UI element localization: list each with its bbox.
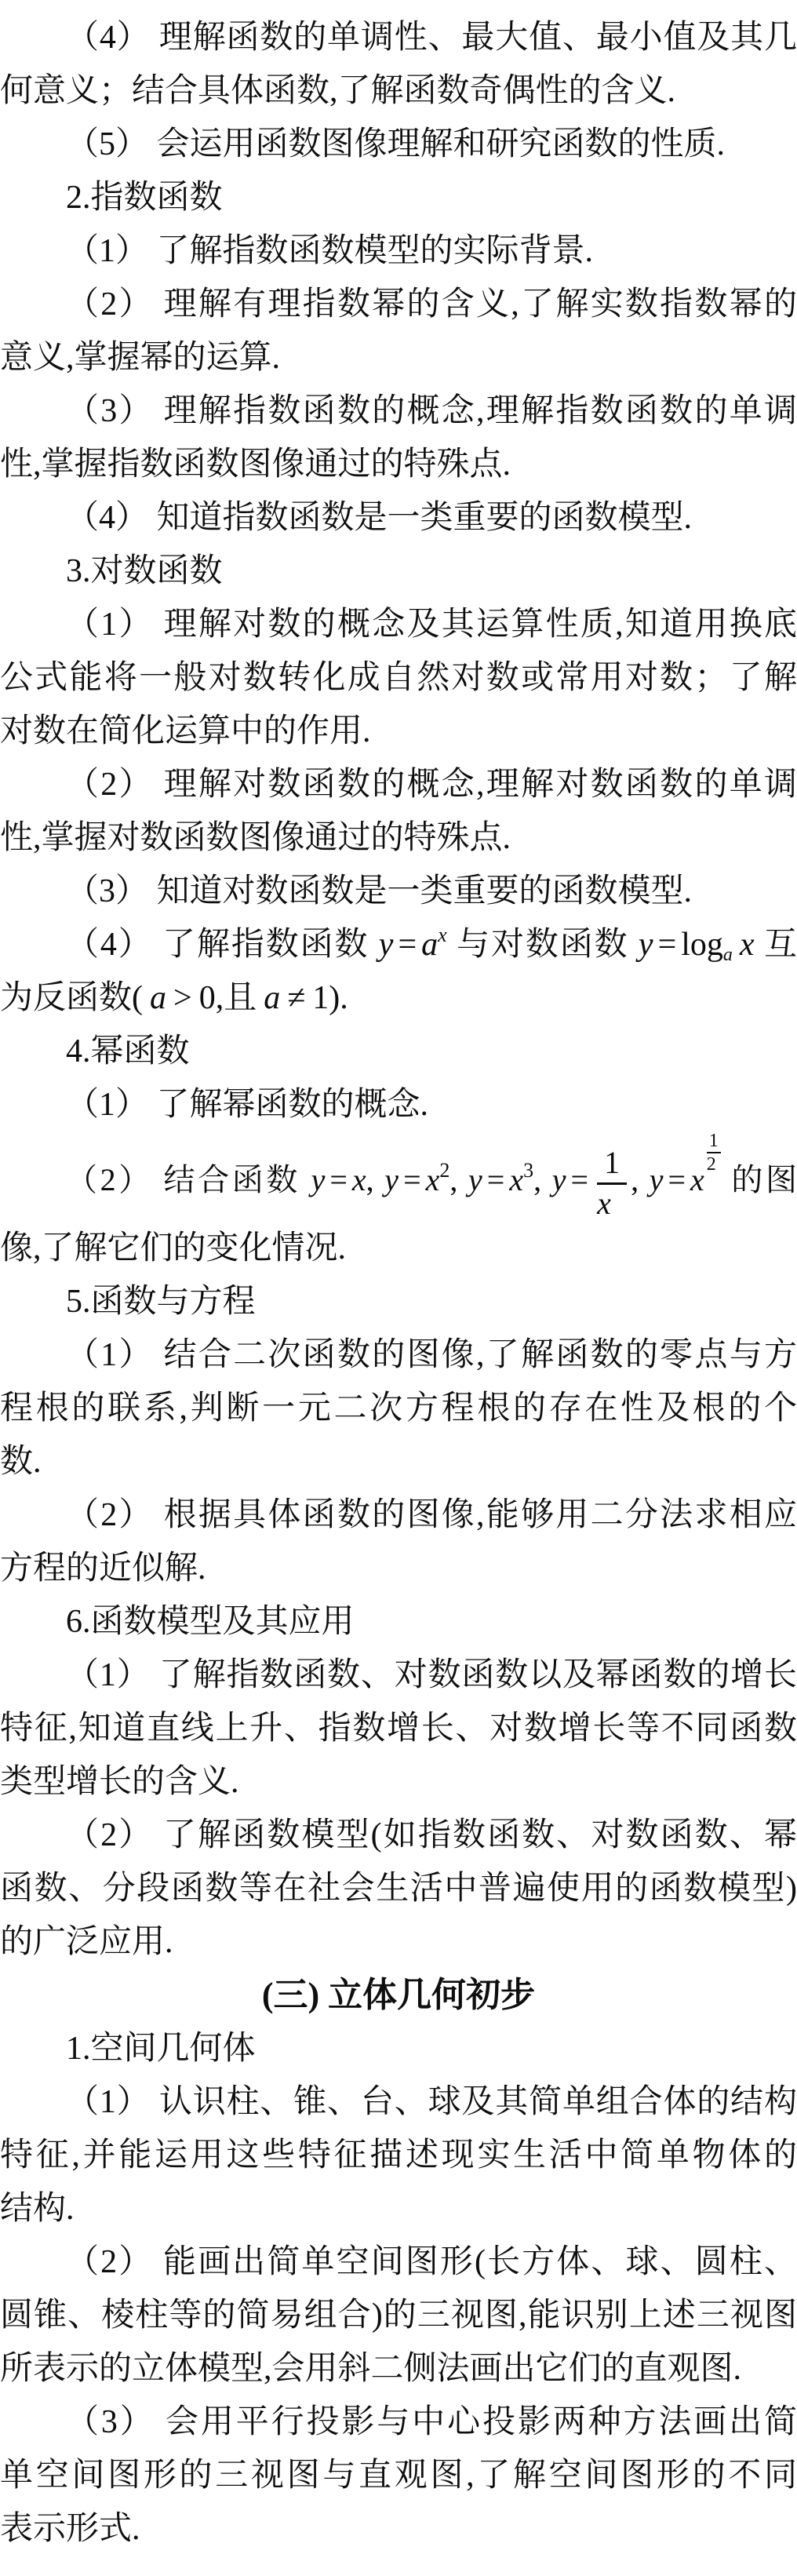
text-line: 对数在简化运算中的作用. xyxy=(0,713,371,749)
text-line: 特征,并能运用这些特征描述现实生活中简单物体的 xyxy=(0,2137,797,2173)
section-heading: 6.函数模型及其应用 xyxy=(66,1604,355,1640)
math-var: y xyxy=(311,1162,326,1197)
math-var: x xyxy=(690,1162,704,1197)
list-item-line: （2） 了解函数模型(如指数函数、对数函数、幂 xyxy=(66,1817,797,1853)
fraction-numerator: 1 xyxy=(707,1131,721,1153)
list-item-line: （5） 会运用函数图像理解和研究函数的性质. xyxy=(66,126,726,162)
section-heading: 4.幂函数 xyxy=(66,1033,190,1069)
math-operator: = xyxy=(403,1162,421,1197)
text-run: ). xyxy=(329,980,348,1016)
text-line: 数. xyxy=(0,1444,42,1480)
list-item-line: （1） 了解指数函数模型的实际背景. xyxy=(66,233,594,269)
text-run: , xyxy=(449,1162,469,1197)
fraction-denominator: x xyxy=(597,1185,611,1221)
math-function: log xyxy=(681,927,723,963)
text-line: 的广泛应用. xyxy=(0,1924,173,1960)
math-number: 0 xyxy=(198,980,216,1016)
text-run: 的图 xyxy=(720,1162,797,1197)
text-line: 公式能将一般对数转化成自然对数或常用对数；了解 xyxy=(0,660,797,696)
math-var: y xyxy=(551,1162,566,1197)
math-var: y xyxy=(378,927,394,963)
math-var: y xyxy=(638,927,653,963)
list-item-line: （1） 结合二次函数的图像,了解函数的零点与方 xyxy=(66,1337,797,1373)
formula-line xyxy=(0,971,797,1025)
text-run: ,且 xyxy=(215,980,257,1016)
math-superscript: x xyxy=(438,924,447,946)
math-var: x xyxy=(425,1162,440,1197)
list-item-line: （4） 知道指数函数是一类重要的函数模型. xyxy=(66,500,693,536)
section-heading: 5.函数与方程 xyxy=(66,1284,256,1320)
list-item-line: （1） 了解幂函数的概念. xyxy=(66,1087,429,1123)
text-line: 方程的近似解. xyxy=(0,1550,206,1587)
text-line: 性,掌握对数函数图像通过的特殊点. xyxy=(0,820,511,856)
formula-line xyxy=(0,918,797,971)
math-exponent-fraction xyxy=(707,1131,721,1174)
section-heading: 2.指数函数 xyxy=(66,180,223,216)
text-run: , xyxy=(533,1162,552,1197)
math-superscript: 2 xyxy=(439,1159,450,1182)
math-var: y xyxy=(468,1162,482,1197)
section-heading: 3.对数函数 xyxy=(66,553,223,589)
list-item-line: （2） 能画出简单空间图形(长方体、球、圆柱、 xyxy=(66,2244,797,2280)
text-run: , xyxy=(631,1162,650,1197)
math-operator: = xyxy=(486,1162,505,1197)
list-item-line: （4） 理解函数的单调性、最大值、最小值及其几 xyxy=(66,20,797,56)
section-heading: 1.空间几何体 xyxy=(66,2031,256,2067)
text-line: 所表示的立体模型,会用斜二侧法画出它们的直观图. xyxy=(0,2351,742,2387)
math-operator: = xyxy=(329,1162,348,1197)
text-line: 表示形式. xyxy=(0,2511,140,2547)
text-line: 特征,知道直线上升、指数增长、对数增长等不同函数 xyxy=(0,1711,797,1747)
math-var: x xyxy=(509,1162,524,1197)
formula-line xyxy=(0,1131,797,1222)
fraction-denominator: 2 xyxy=(706,1154,716,1175)
math-operator: = xyxy=(570,1162,589,1197)
list-item-line: （1） 了解指数函数、对数函数以及幂函数的增长 xyxy=(66,1657,797,1693)
math-operator: ≠ xyxy=(287,980,306,1016)
text-line: 性,掌握指数函数图像通过的特殊点. xyxy=(0,446,511,483)
math-var: a xyxy=(150,980,166,1016)
text-run: 与对数函数 xyxy=(446,927,639,963)
text-run: , xyxy=(366,1162,385,1197)
list-item-line: （2） 理解有理指数幂的含义,了解实数指数幂的 xyxy=(66,286,797,322)
fraction-numerator: 1 xyxy=(597,1147,627,1185)
text-run: （4） 了解指数函数 xyxy=(66,927,379,963)
text-run: 为反函数( xyxy=(0,980,143,1016)
math-var: a xyxy=(264,980,281,1016)
math-operator: > xyxy=(173,980,192,1016)
chapter-heading: (三) 立体几何初步 xyxy=(261,1976,536,2014)
text-run: （2） 结合函数 xyxy=(66,1162,311,1197)
text-line: 何意义；结合具体函数,了解函数奇偶性的含义. xyxy=(0,73,676,109)
math-superscript: 3 xyxy=(523,1159,534,1182)
math-fraction xyxy=(597,1144,627,1221)
math-var: x xyxy=(739,927,755,963)
text-line: 程根的联系,判断一元二次方程根的存在性及根的个 xyxy=(0,1390,797,1426)
math-var: x xyxy=(351,1162,366,1197)
text-line: 单空间图形的三视图与直观图,了解空间图形的不同 xyxy=(0,2458,797,2494)
math-operator: = xyxy=(657,927,677,963)
text-run: 互 xyxy=(754,927,797,963)
math-operator: = xyxy=(668,1162,686,1197)
text-line: 圆锥、棱柱等的简易组合)的三视图,能识别上述三视图 xyxy=(0,2297,797,2334)
text-line: 意义,掌握幂的运算. xyxy=(0,340,281,376)
text-line: 结构. xyxy=(0,2191,75,2227)
list-item-line: （1） 认识柱、锥、台、球及其简单组合体的结构 xyxy=(66,2084,797,2120)
math-subscript: a xyxy=(722,945,733,965)
list-item-line: （1） 理解对数的概念及其运算性质,知道用换底 xyxy=(66,607,797,643)
text-line: 函数、分段函数等在社会生活中普遍使用的函数模型) xyxy=(0,1871,797,1907)
math-operator: = xyxy=(398,927,417,963)
math-var: y xyxy=(384,1162,399,1197)
list-item-line: （3） 理解指数函数的概念,理解指数函数的单调 xyxy=(66,393,797,429)
list-item-line: （3） 会用平行投影与中心投影两种方法画出简 xyxy=(66,2404,797,2440)
math-var: y xyxy=(649,1162,664,1197)
list-item-line: （2） 理解对数函数的概念,理解对数函数的单调 xyxy=(66,767,797,803)
text-line: 像,了解它们的变化情况. xyxy=(0,1230,347,1266)
text-line: 类型增长的含义. xyxy=(0,1764,239,1800)
math-var: a xyxy=(421,927,439,963)
list-item-line: （2） 根据具体函数的图像,能够用二分法求相应 xyxy=(66,1497,797,1533)
math-number: 1 xyxy=(312,980,329,1016)
list-item-line: （3） 知道对数函数是一类重要的函数模型. xyxy=(66,873,693,909)
